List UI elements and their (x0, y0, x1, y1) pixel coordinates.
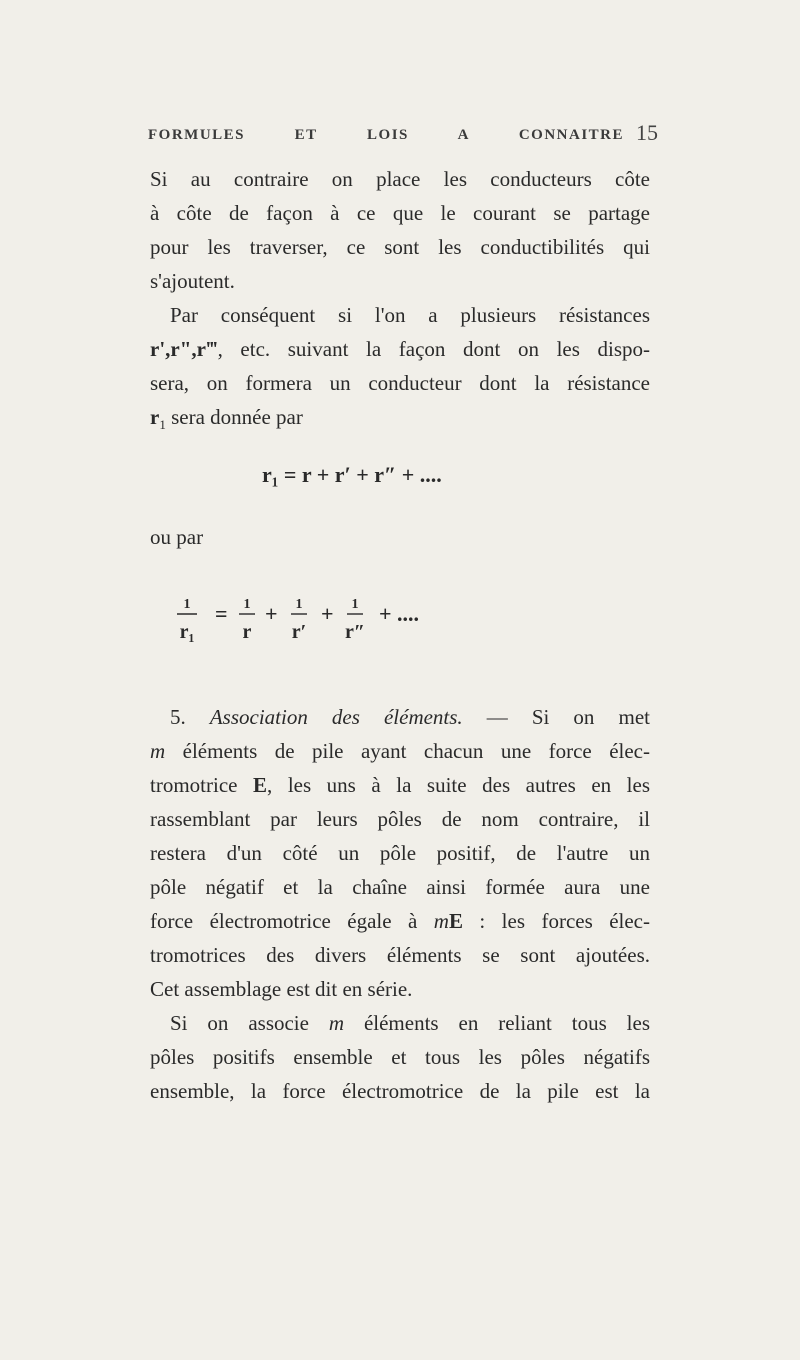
para-last-line1-c: éléments en reliant tous les (344, 1011, 650, 1035)
section5-line7-d: : les forces élec- (462, 909, 650, 933)
section5-line1-rest: — Si on met (462, 705, 650, 729)
lhs-denominator: r₁ (179, 621, 195, 643)
page-number: 15 (636, 120, 658, 145)
term3-denominator: r″ (345, 621, 365, 643)
section5-line2 (150, 734, 650, 768)
para-last-line1-a: Si on associe (170, 1011, 329, 1035)
section5-line1 (170, 700, 650, 734)
para-last-line3: ensemble, la force électromotrice de la pile est la (150, 1079, 650, 1103)
section5-line3 (150, 768, 650, 802)
var-m-3: m (328, 1011, 345, 1035)
term1-denominator: r (242, 621, 252, 643)
section5-line5: restera d'un côté un pôle positif, de l'autre un (150, 841, 650, 865)
para2-line3: sera, on formera un conducteur dont la résistance (150, 371, 650, 395)
para2-line2-text: , etc. suivant la façon dont on les dispo- (217, 337, 650, 361)
para-last-line1 (170, 1006, 650, 1040)
equation-tail: + .... (379, 601, 420, 626)
para1-line4: s'ajoutent. (150, 269, 235, 293)
lhs-numerator: 1 (183, 597, 191, 612)
resistances-list: r',r",r‴ (150, 337, 218, 361)
section5-line8: tromotrices des divers éléments se sont ajoutées. (150, 943, 650, 967)
var-m: m (150, 739, 166, 763)
section5-line2-text: éléments de pile ayant chacun une force élec- (165, 739, 650, 763)
r1-symbol: r (150, 405, 160, 429)
para1-line1: Si au contraire on place les conducteurs côte (150, 167, 650, 191)
para1-line2: à côte de façon à ce que le courant se partage (150, 201, 650, 225)
section-title: Association des éléments. (209, 705, 463, 729)
term2-numerator: 1 (295, 597, 303, 612)
section5-line7-a: force électromotrice égale à (150, 909, 434, 933)
term3-numerator: 1 (351, 597, 359, 612)
para1-line3: pour les traverser, ce sont les conductibilités qui (150, 235, 650, 259)
series-resistance-equation: r₁ = r + r′ + r″ + .... (262, 462, 442, 487)
equals-sign: = (215, 601, 228, 626)
section5-line3-c: , les uns à la suite des autres en les (267, 773, 651, 797)
para-last-line2: pôles positifs ensemble et tous les pôles négatifs (150, 1045, 650, 1069)
para2-line1: Par conséquent si l'on a plusieurs résistances (170, 303, 650, 327)
section5-line6: pôle négatif et la chaîne ainsi formée aura une (150, 875, 650, 899)
var-m-2: m (433, 909, 449, 933)
para2-line4-text: sera donnée par (165, 405, 303, 429)
section5-line7 (150, 904, 650, 938)
para2-line4 (150, 400, 650, 442)
para2-line2 (150, 332, 650, 366)
ou-par: ou par (150, 525, 204, 549)
section5-line4: rassemblant par leurs pôles de nom contraire, il (150, 807, 650, 831)
plus-sign-2: + (321, 601, 334, 626)
var-E-2: E (448, 909, 463, 933)
term1-numerator: 1 (243, 597, 251, 612)
section5-line3-a: tromotrice (150, 773, 254, 797)
section5-line9: Cet assemblage est dit en série. (150, 977, 413, 1001)
running-header (148, 127, 624, 144)
plus-sign-1: + (265, 601, 278, 626)
parallel-resistance-equation (175, 588, 535, 658)
section-number: 5. (170, 705, 186, 729)
running-title: FORMULES ET LOIS A CONNAITRE (148, 127, 624, 143)
var-E: E (253, 773, 268, 797)
term2-denominator: r′ (291, 621, 307, 643)
r1-subscript: 1 (159, 417, 166, 433)
